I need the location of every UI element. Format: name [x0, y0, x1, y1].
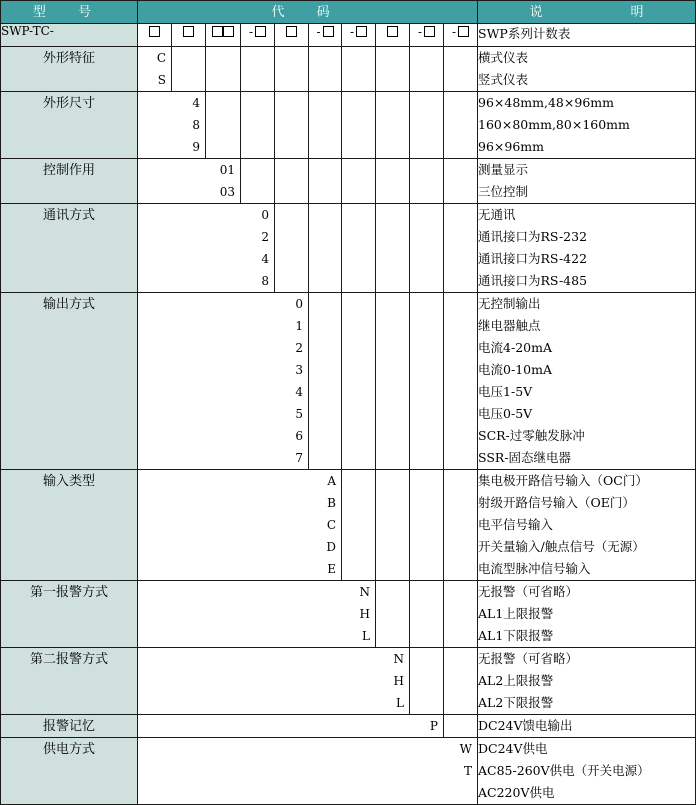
description-line: SCR-过零触发脉冲 [478, 428, 585, 443]
empty-cell [410, 581, 444, 648]
section-name: 通讯方式 [1, 204, 138, 293]
description-line: AC85-260V供电（开关电源） [478, 763, 650, 778]
description-line: AL2上限报警 [478, 673, 554, 688]
section-descriptions [478, 159, 696, 204]
empty-cell [241, 159, 275, 204]
slot-separator: - [248, 24, 254, 39]
code-slot [206, 24, 241, 47]
section-codes [138, 204, 275, 293]
empty-cell [275, 47, 309, 92]
code-value: 5 [295, 407, 303, 421]
code-value: 1 [295, 319, 303, 333]
empty-cell [342, 159, 376, 204]
empty-cell [172, 47, 206, 92]
empty-cell [444, 204, 478, 293]
section-codes [138, 47, 172, 92]
code-value: S [157, 73, 166, 87]
placeholder-box-icon [255, 26, 266, 37]
description-line: 无控制输出 [478, 296, 541, 311]
section-descriptions [478, 470, 696, 581]
section-name: 外形尺寸 [1, 92, 138, 159]
header-description: 说 明 [478, 1, 696, 24]
code-value: L [396, 696, 404, 710]
description-line: AL1下限报警 [478, 628, 554, 643]
section-row [1, 581, 696, 648]
description-line: 电流型脉冲信号输入 [478, 561, 591, 576]
section-row [1, 204, 696, 293]
code-value: P [429, 719, 438, 733]
section-descriptions [478, 738, 696, 805]
code-value: 3 [295, 363, 303, 377]
code-value: 0 [295, 297, 303, 311]
empty-cell [376, 581, 410, 648]
empty-cell [376, 204, 410, 293]
model-number-row [1, 24, 696, 47]
empty-cell [309, 92, 342, 159]
code-value: D [326, 540, 336, 554]
section-codes [138, 92, 206, 159]
section-descriptions [478, 293, 696, 470]
description-line: 96×96mm [478, 139, 545, 154]
empty-cell [206, 47, 241, 92]
slot-separator: - [417, 24, 423, 39]
section-codes [138, 715, 444, 738]
empty-cell [342, 470, 376, 581]
empty-cell [410, 47, 444, 92]
code-value: 7 [295, 451, 303, 465]
slot-separator: - [349, 24, 355, 39]
empty-cell [410, 470, 444, 581]
empty-cell [444, 470, 478, 581]
section-codes [138, 581, 376, 648]
model-prefix: SWP-TC- [1, 24, 138, 47]
empty-cell [309, 159, 342, 204]
code-value: 4 [192, 96, 200, 110]
description-line: 横式仪表 [478, 50, 529, 65]
empty-cell [342, 204, 376, 293]
empty-cell [444, 47, 478, 92]
empty-cell [309, 47, 342, 92]
section-row [1, 470, 696, 581]
code-value: 6 [295, 429, 303, 443]
description-line: 96×48mm,48×96mm [478, 95, 614, 110]
section-row [1, 47, 696, 92]
empty-cell [376, 470, 410, 581]
code-value: N [359, 585, 370, 599]
empty-cell [410, 159, 444, 204]
code-value: A [327, 474, 336, 488]
code-value: 8 [192, 118, 200, 132]
description-line: 集电极开路信号输入（OC门） [478, 473, 648, 488]
code-slot [309, 24, 342, 47]
code-value: L [362, 629, 370, 643]
empty-cell [309, 204, 342, 293]
placeholder-box-icon [212, 26, 223, 37]
empty-cell [410, 648, 444, 715]
empty-cell [376, 47, 410, 92]
section-codes [138, 470, 342, 581]
description-line: 三位控制 [478, 184, 529, 199]
code-slot [241, 24, 275, 47]
section-name: 控制作用 [1, 159, 138, 204]
placeholder-box-icon [149, 26, 160, 37]
description-line: 通讯接口为RS-422 [478, 251, 588, 266]
section-name: 第二报警方式 [1, 648, 138, 715]
placeholder-box-icon [323, 26, 334, 37]
code-slot [444, 24, 478, 47]
header-row [1, 1, 696, 24]
empty-cell [444, 159, 478, 204]
code-value: H [393, 674, 404, 688]
description-line: 电平信号输入 [478, 517, 554, 532]
section-codes [138, 738, 478, 805]
description-line: SSR-固态继电器 [478, 450, 572, 465]
empty-cell [410, 92, 444, 159]
empty-cell [206, 92, 241, 159]
placeholder-box-icon [286, 26, 297, 37]
slot-separator: - [451, 24, 457, 39]
code-value [138, 782, 477, 804]
section-row [1, 648, 696, 715]
code-value: B [327, 496, 336, 510]
empty-cell [309, 293, 342, 470]
section-name: 第一报警方式 [1, 581, 138, 648]
series-description: SWP系列计数表 [478, 24, 696, 47]
code-value: 2 [261, 230, 269, 244]
description-line: AL1上限报警 [478, 606, 554, 621]
description-line: 测量显示 [478, 162, 529, 177]
description-line: AC220V供电 [478, 785, 555, 800]
code-slot [275, 24, 309, 47]
section-codes [138, 293, 309, 470]
section-name: 输入类型 [1, 470, 138, 581]
description-line: 通讯接口为RS-232 [478, 229, 588, 244]
section-row [1, 293, 696, 470]
empty-cell [241, 92, 275, 159]
placeholder-box-icon [183, 26, 194, 37]
placeholder-box-icon [424, 26, 435, 37]
code-value: 8 [261, 274, 269, 288]
section-name: 输出方式 [1, 293, 138, 470]
empty-cell [342, 92, 376, 159]
empty-cell [376, 92, 410, 159]
code-value: C [326, 518, 336, 532]
description-line: 电流0-10mA [478, 362, 552, 377]
empty-cell [275, 159, 309, 204]
empty-cell [444, 715, 478, 738]
description-line: 电压0-5V [478, 406, 533, 421]
section-descriptions [478, 92, 696, 159]
section-descriptions [478, 715, 696, 738]
section-row [1, 92, 696, 159]
code-value: 03 [219, 185, 235, 199]
code-value: 2 [295, 341, 303, 355]
empty-cell [444, 581, 478, 648]
empty-cell [444, 648, 478, 715]
placeholder-box-icon [223, 26, 234, 37]
code-value: 4 [295, 385, 303, 399]
code-value: 4 [261, 252, 269, 266]
description-line: 竖式仪表 [478, 72, 529, 87]
description-line: 开关量输入/触点信号（无源） [478, 539, 645, 554]
code-slot [342, 24, 376, 47]
section-descriptions [478, 581, 696, 648]
section-descriptions [478, 204, 696, 293]
empty-cell [275, 92, 309, 159]
description-line: DC24V馈电输出 [478, 718, 573, 733]
code-slot [138, 24, 172, 47]
header-model: 型 号 [1, 1, 138, 24]
code-value: W [459, 742, 473, 756]
empty-cell [444, 92, 478, 159]
section-name: 外形特征 [1, 47, 138, 92]
empty-cell [410, 204, 444, 293]
description-line: DC24V供电 [478, 741, 548, 756]
code-slot [410, 24, 444, 47]
empty-cell [342, 47, 376, 92]
description-line: 电流4-20mA [478, 340, 552, 355]
description-line: 继电器触点 [478, 318, 541, 333]
code-value: 9 [192, 140, 200, 154]
placeholder-box-icon [458, 26, 469, 37]
empty-cell [444, 293, 478, 470]
placeholder-box-icon [387, 26, 398, 37]
description-line: 无报警（可省略） [478, 584, 579, 599]
section-row [1, 738, 696, 805]
section-name: 报警记忆 [1, 715, 138, 738]
header-code: 代 码 [138, 1, 478, 24]
section-codes [138, 159, 241, 204]
code-value: C [156, 51, 166, 65]
code-slot [172, 24, 206, 47]
placeholder-box-icon [356, 26, 367, 37]
empty-cell [241, 47, 275, 92]
description-line: 电压1-5V [478, 384, 533, 399]
section-codes [138, 648, 410, 715]
section-name: 供电方式 [1, 738, 138, 805]
description-line: 160×80mm,80×160mm [478, 117, 630, 132]
description-line: AL2下限报警 [478, 695, 554, 710]
description-line: 无通讯 [478, 207, 516, 222]
code-value: T [464, 764, 473, 778]
code-value: 01 [219, 163, 235, 177]
code-slot [376, 24, 410, 47]
slot-separator: - [316, 24, 321, 39]
description-line: 无报警（可省略） [478, 651, 579, 666]
empty-cell [410, 293, 444, 470]
section-row [1, 715, 696, 738]
section-descriptions [478, 47, 696, 92]
description-line: 射级开路信号输入（OE门） [478, 495, 635, 510]
code-value: E [327, 562, 336, 576]
empty-cell [376, 159, 410, 204]
description-line: 通讯接口为RS-485 [478, 273, 588, 288]
empty-cell [275, 204, 309, 293]
code-value: N [393, 652, 404, 666]
code-value: 0 [261, 208, 269, 222]
empty-cell [342, 293, 376, 470]
section-row [1, 159, 696, 204]
code-value: H [359, 607, 370, 621]
section-descriptions [478, 648, 696, 715]
empty-cell [376, 293, 410, 470]
